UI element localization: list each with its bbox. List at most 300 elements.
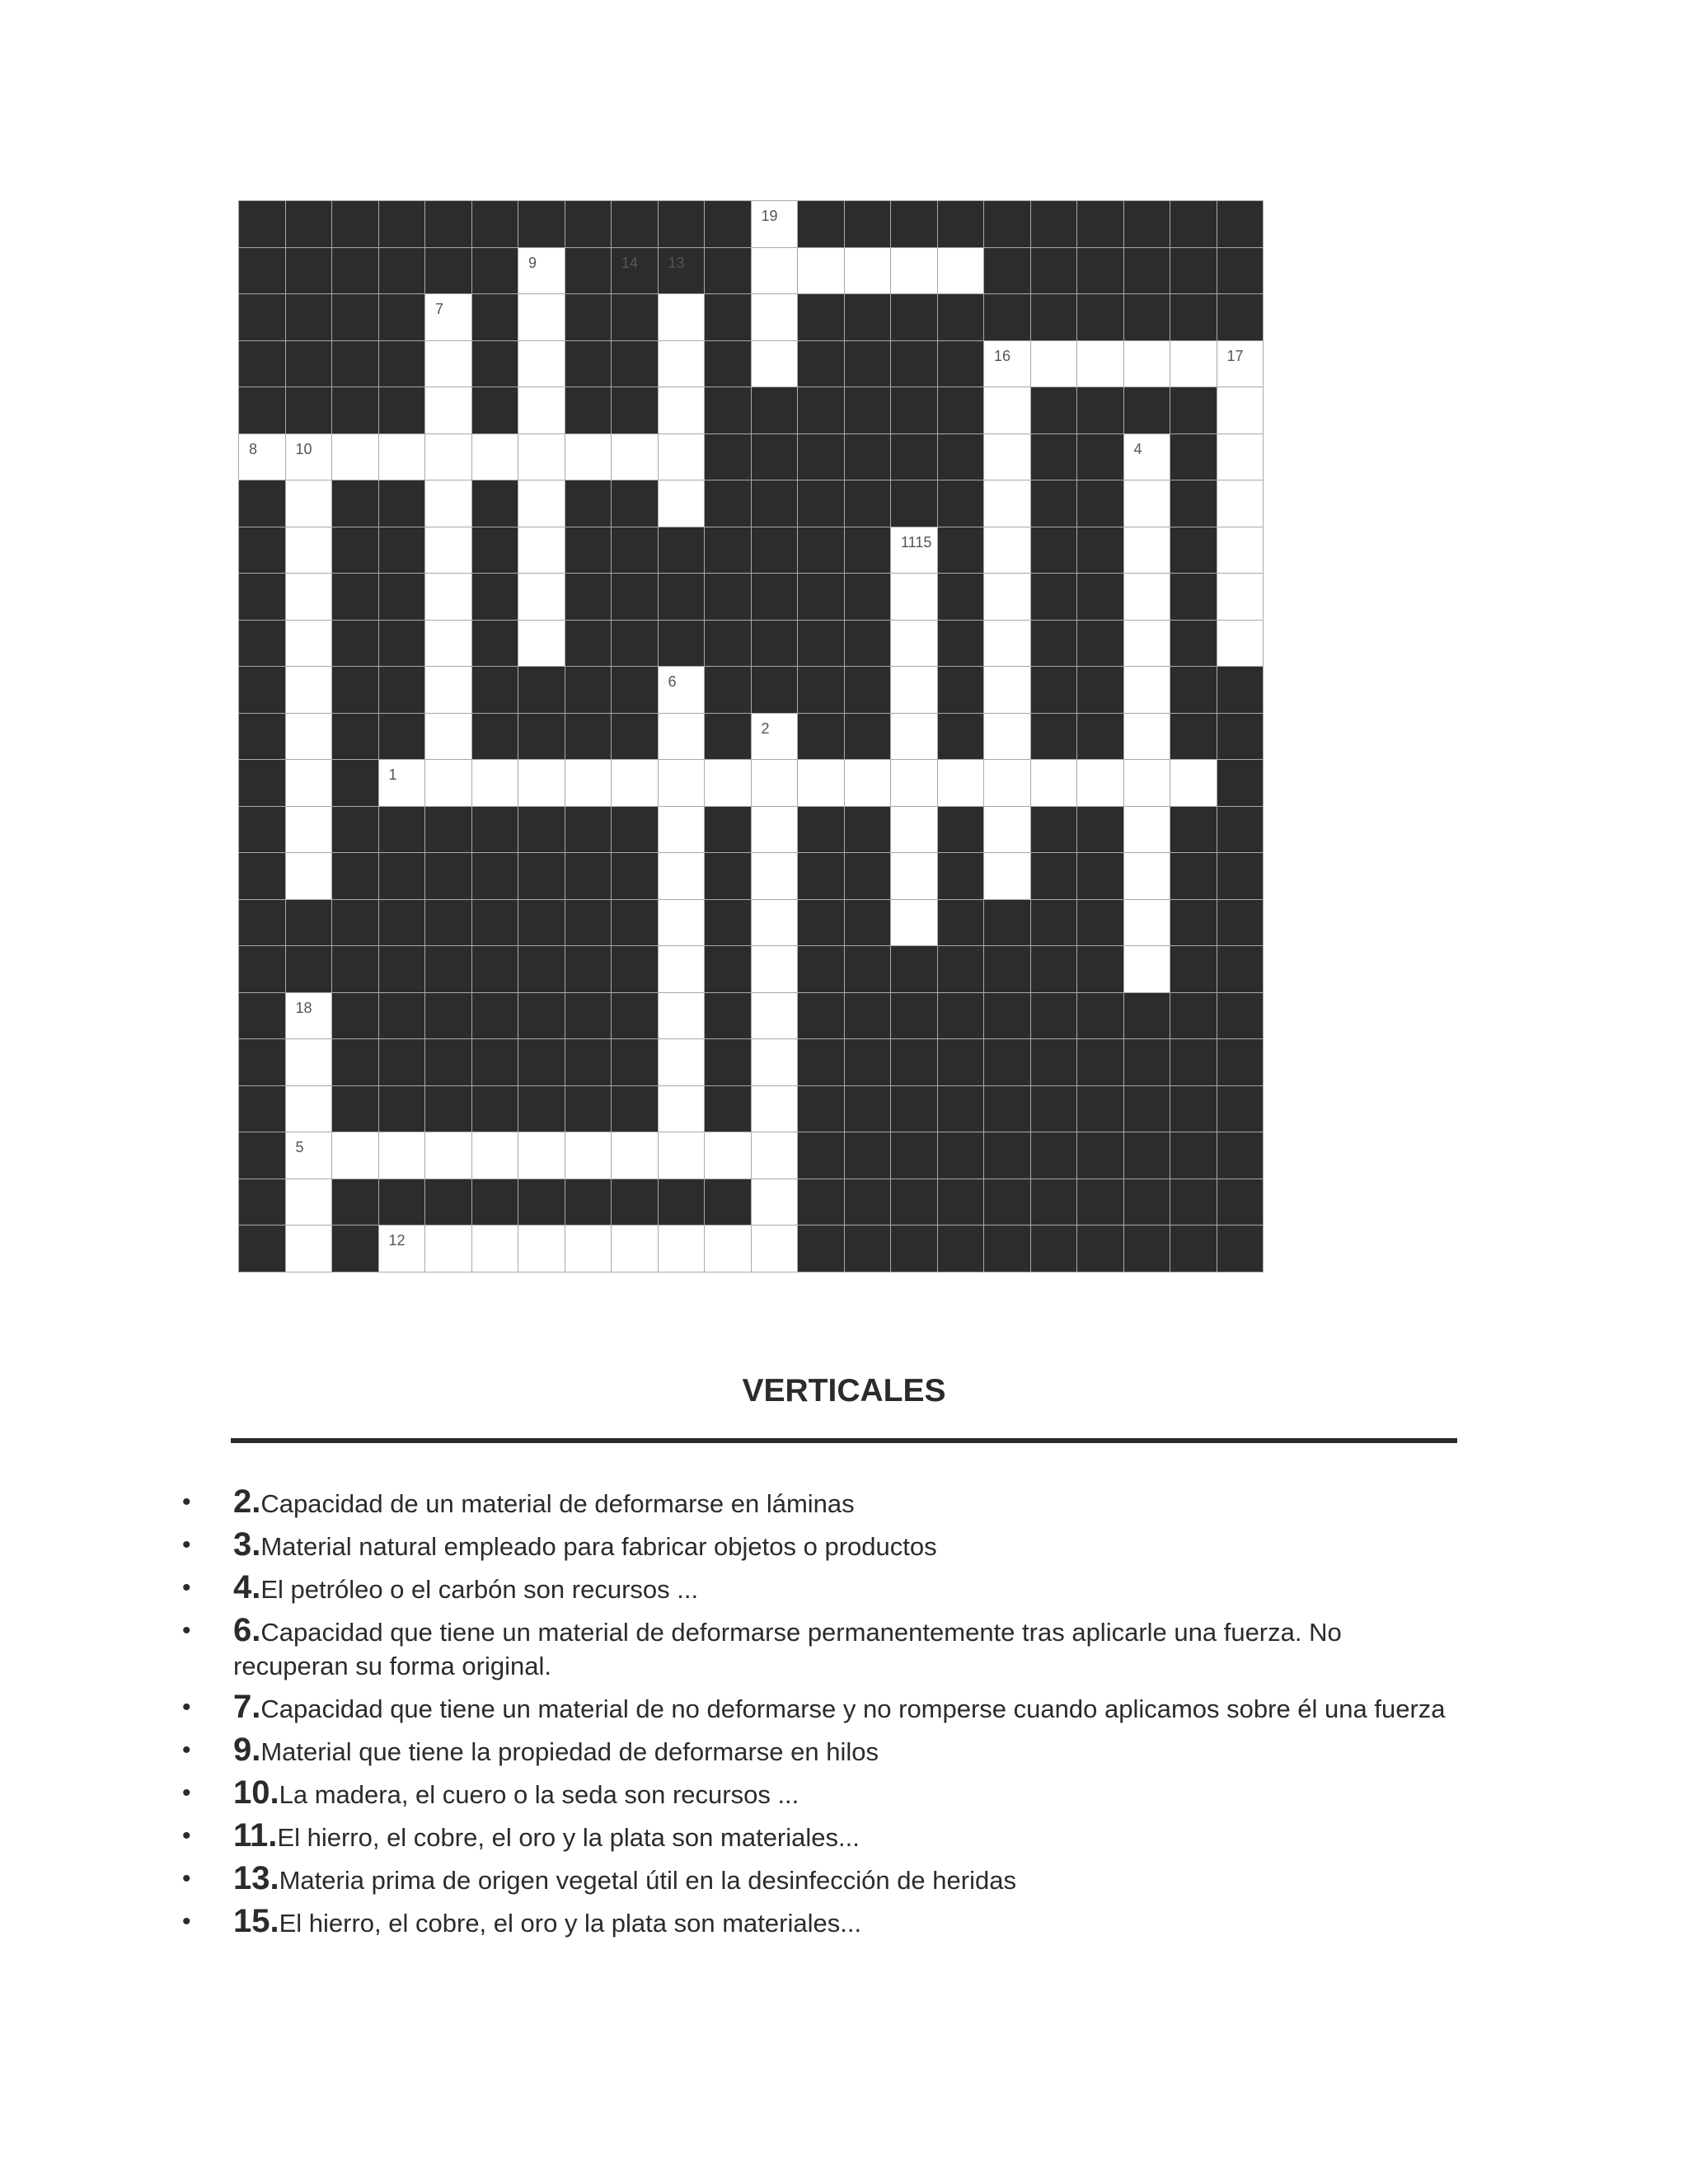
- crossword-cell-white[interactable]: [983, 620, 1031, 668]
- crossword-cell-white[interactable]: [1217, 620, 1264, 668]
- crossword-cell-white[interactable]: [844, 247, 892, 295]
- crossword-cell-black: [1076, 293, 1124, 341]
- crossword-cell-black: [238, 1179, 286, 1226]
- crossword-cell-white[interactable]: [751, 945, 799, 993]
- crossword-cell-black: [565, 992, 612, 1040]
- crossword-cell-black: [424, 945, 472, 993]
- crossword-cell-white[interactable]: [890, 666, 938, 714]
- crossword-cell-black: [844, 1132, 892, 1179]
- crossword-cell-black: [611, 666, 659, 714]
- crossword-cell-white[interactable]: [518, 434, 565, 481]
- crossword-cell-black: [983, 1225, 1031, 1272]
- crossword-cell-white[interactable]: [890, 806, 938, 854]
- crossword-cell-black: [471, 992, 519, 1040]
- crossword-clue-number: 9: [528, 254, 537, 271]
- crossword-cell-black: [704, 1038, 752, 1086]
- crossword-cell-white[interactable]: [983, 713, 1031, 761]
- crossword-cell-white[interactable]: [565, 1132, 612, 1179]
- crossword-cell-white[interactable]: [751, 1085, 799, 1133]
- crossword-cell-black: [1170, 573, 1217, 621]
- crossword-cell-black: [1076, 806, 1124, 854]
- crossword-cell-white[interactable]: [285, 1132, 333, 1179]
- crossword-cell-white[interactable]: [285, 573, 333, 621]
- crossword-cell-black: [1170, 1132, 1217, 1179]
- crossword-cell-black: [331, 387, 379, 434]
- crossword-cell-black: [378, 666, 426, 714]
- crossword-cell-white[interactable]: [285, 1179, 333, 1226]
- crossword-cell-black: [238, 666, 286, 714]
- crossword-cell-white[interactable]: [983, 387, 1031, 434]
- crossword-cell-black: [378, 806, 426, 854]
- crossword-cell-black: [331, 573, 379, 621]
- crossword-cell-white[interactable]: [890, 852, 938, 900]
- crossword-cell-black: [285, 945, 333, 993]
- crossword-cell-white[interactable]: [983, 340, 1031, 388]
- crossword-cell-black: [424, 806, 472, 854]
- crossword-cell-white[interactable]: [704, 1225, 752, 1272]
- crossword-cell-white[interactable]: [1123, 806, 1171, 854]
- crossword-cell-white[interactable]: [285, 713, 333, 761]
- crossword-cell-white[interactable]: [1217, 387, 1264, 434]
- crossword-cell-black: [611, 293, 659, 341]
- crossword-cell-black: [844, 852, 892, 900]
- crossword-cell-white[interactable]: [658, 340, 706, 388]
- crossword-cell-white[interactable]: [658, 806, 706, 854]
- crossword-cell-white[interactable]: [751, 992, 799, 1040]
- crossword-cell-white[interactable]: [751, 713, 799, 761]
- crossword-cell-white[interactable]: [890, 713, 938, 761]
- crossword-cell-white[interactable]: [658, 434, 706, 481]
- crossword-cell-black: [1076, 713, 1124, 761]
- crossword-cell-black: [937, 434, 985, 481]
- clue-number: 3.: [233, 1526, 261, 1563]
- crossword-cell-black: [704, 945, 752, 993]
- crossword-cell-white[interactable]: [704, 1132, 752, 1179]
- crossword-cell-black: [1217, 1038, 1264, 1086]
- crossword-cell-black: [1123, 1225, 1171, 1272]
- crossword-cell-white[interactable]: [611, 1132, 659, 1179]
- crossword-cell-black: [378, 992, 426, 1040]
- crossword-cell-black: [890, 293, 938, 341]
- crossword-cell-white[interactable]: [658, 480, 706, 527]
- crossword-cell-white[interactable]: [937, 759, 985, 807]
- crossword-cell-white[interactable]: [518, 247, 565, 295]
- crossword-cell-white[interactable]: [751, 1038, 799, 1086]
- crossword-cell-white[interactable]: [1217, 573, 1264, 621]
- crossword-cell-white[interactable]: [1076, 340, 1124, 388]
- crossword-cell-white[interactable]: [1123, 340, 1171, 388]
- crossword-cell-white[interactable]: [611, 1225, 659, 1272]
- crossword-cell-white[interactable]: [1123, 899, 1171, 947]
- crossword-cell-black: [1076, 1085, 1124, 1133]
- crossword-cell-black: [471, 1038, 519, 1086]
- crossword-cell-black: [937, 1038, 985, 1086]
- crossword-cell-black: [611, 992, 659, 1040]
- crossword-clue-number: 1115: [901, 533, 932, 551]
- crossword-cell-black: [937, 806, 985, 854]
- crossword-cell-black: [704, 387, 752, 434]
- crossword-cell-white[interactable]: [751, 1179, 799, 1226]
- crossword-cell-white[interactable]: [751, 1132, 799, 1179]
- crossword-cell-white[interactable]: [331, 1132, 379, 1179]
- crossword-cell-white[interactable]: [285, 759, 333, 807]
- crossword-cell-black: [704, 200, 752, 248]
- crossword-cell-white[interactable]: [751, 759, 799, 807]
- crossword-clue-number: 16: [994, 347, 1011, 364]
- crossword-cell-black: [937, 387, 985, 434]
- crossword-cell-black: [611, 527, 659, 574]
- crossword-cell-black: [704, 620, 752, 668]
- crossword-cell-black: [565, 713, 612, 761]
- crossword-cell-white[interactable]: [285, 806, 333, 854]
- crossword-cell-white[interactable]: [983, 852, 1031, 900]
- crossword-cell-white[interactable]: [285, 620, 333, 668]
- crossword-cell-white[interactable]: [378, 1132, 426, 1179]
- crossword-cell-white[interactable]: [424, 340, 472, 388]
- crossword-cell-white[interactable]: [518, 480, 565, 527]
- crossword-cell-white[interactable]: [1217, 527, 1264, 574]
- crossword-clue-number: 18: [295, 999, 312, 1016]
- crossword-cell-black: [331, 899, 379, 947]
- crossword-cell-black: [565, 527, 612, 574]
- crossword-clue-number: 17: [1226, 347, 1244, 364]
- crossword-cell-white[interactable]: [983, 527, 1031, 574]
- crossword-cell-white[interactable]: [424, 713, 472, 761]
- crossword-cell-black: [1217, 806, 1264, 854]
- crossword-cell-white[interactable]: [751, 899, 799, 947]
- crossword-cell-white[interactable]: [1170, 340, 1217, 388]
- crossword-cell-black: [424, 247, 472, 295]
- crossword-cell-black: [890, 200, 938, 248]
- clue-text: El petróleo o el carbón son recursos ...: [260, 1575, 699, 1604]
- crossword-cell-black: [797, 1225, 845, 1272]
- crossword-cell-black: [471, 527, 519, 574]
- crossword-cell-white[interactable]: [890, 247, 938, 295]
- crossword-cell-white[interactable]: [1170, 759, 1217, 807]
- crossword-cell-white[interactable]: [1123, 852, 1171, 900]
- crossword-cell-white[interactable]: [1123, 527, 1171, 574]
- crossword-cell-white[interactable]: [471, 1132, 519, 1179]
- crossword-cell-white[interactable]: [424, 1225, 472, 1272]
- crossword-cell-white[interactable]: [285, 1225, 333, 1272]
- crossword-cell-black: [797, 852, 845, 900]
- crossword-cell-white[interactable]: [658, 992, 706, 1040]
- crossword-cell-white[interactable]: [983, 666, 1031, 714]
- crossword-cell-black: [1030, 945, 1078, 993]
- crossword-cell-black: [704, 806, 752, 854]
- crossword-cell-white[interactable]: [658, 1132, 706, 1179]
- crossword-cell-white[interactable]: [518, 340, 565, 388]
- crossword-cell-white[interactable]: [658, 945, 706, 993]
- crossword-cell-white[interactable]: [983, 759, 1031, 807]
- clue-number: 9.: [233, 1732, 261, 1768]
- crossword-cell-white[interactable]: [285, 480, 333, 527]
- crossword-cell-white[interactable]: [518, 620, 565, 668]
- crossword-cell-black: [1076, 434, 1124, 481]
- crossword-cell-white[interactable]: [797, 247, 845, 295]
- crossword-cell-black: [238, 480, 286, 527]
- crossword-cell-white[interactable]: [983, 573, 1031, 621]
- crossword-cell-white[interactable]: [378, 759, 426, 807]
- crossword-cell-black: [518, 899, 565, 947]
- crossword-cell-white[interactable]: [1123, 666, 1171, 714]
- crossword-cell-white[interactable]: [424, 620, 472, 668]
- crossword-cell-black: [471, 387, 519, 434]
- crossword-cell-black: [424, 992, 472, 1040]
- crossword-cell-black: [937, 1132, 985, 1179]
- crossword-cell-black: [331, 945, 379, 993]
- crossword-cell-black: [611, 200, 659, 248]
- clue-text: Material que tiene la propiedad de deformarse en hilos: [260, 1737, 879, 1766]
- crossword-cell-black: [658, 1179, 706, 1226]
- crossword-cell-white[interactable]: [658, 759, 706, 807]
- crossword-cell-white[interactable]: [518, 293, 565, 341]
- crossword-cell-black: [844, 434, 892, 481]
- crossword-cell-white[interactable]: [1123, 713, 1171, 761]
- crossword-cell-black: [983, 247, 1031, 295]
- crossword-cell-black: [1217, 1225, 1264, 1272]
- crossword-cell-black: [611, 899, 659, 947]
- crossword-cell-white[interactable]: [658, 387, 706, 434]
- crossword-cell-white[interactable]: [890, 759, 938, 807]
- crossword-cell-white[interactable]: [1217, 340, 1264, 388]
- crossword-cell-black: [1076, 527, 1124, 574]
- crossword-cell-white[interactable]: [704, 759, 752, 807]
- crossword-cell-black: [1217, 200, 1264, 248]
- crossword-cell-white[interactable]: [285, 1085, 333, 1133]
- crossword-cell-white[interactable]: [890, 527, 938, 574]
- crossword-cell-white[interactable]: [424, 434, 472, 481]
- crossword-cell-black: [1030, 992, 1078, 1040]
- crossword-cell-white[interactable]: [378, 1225, 426, 1272]
- crossword-cell-black: [1123, 992, 1171, 1040]
- crossword-cell-black: [1030, 247, 1078, 295]
- crossword-cell-black: [983, 1132, 1031, 1179]
- crossword-cell-white[interactable]: [890, 620, 938, 668]
- crossword-cell-black: [1170, 1179, 1217, 1226]
- clue-list: [233, 1485, 1453, 1947]
- crossword-cell-white[interactable]: [658, 713, 706, 761]
- crossword-cell-white[interactable]: [424, 387, 472, 434]
- crossword-cell-black: [1170, 200, 1217, 248]
- crossword-cell-black: [331, 713, 379, 761]
- crossword-cell-white[interactable]: [751, 200, 799, 248]
- crossword-cell-white[interactable]: [983, 480, 1031, 527]
- crossword-cell-black: [797, 899, 845, 947]
- crossword-cell-white[interactable]: [1123, 480, 1171, 527]
- crossword-cell-black: [1076, 573, 1124, 621]
- crossword-cell-black: [844, 387, 892, 434]
- crossword-cell-white[interactable]: [1030, 759, 1078, 807]
- crossword-cell-black: [890, 1085, 938, 1133]
- crossword-cell-white[interactable]: [658, 899, 706, 947]
- crossword-cell-white[interactable]: [751, 806, 799, 854]
- crossword-cell-black: [238, 899, 286, 947]
- crossword-cell-white[interactable]: [751, 852, 799, 900]
- crossword-cell-white[interactable]: [658, 1038, 706, 1086]
- crossword-cell-white[interactable]: [1123, 620, 1171, 668]
- crossword-cell-white[interactable]: [983, 434, 1031, 481]
- crossword-cell-white[interactable]: [471, 434, 519, 481]
- crossword-cell-white[interactable]: [1123, 945, 1171, 993]
- crossword-cell-black: [937, 713, 985, 761]
- crossword-clue-number: 8: [249, 440, 258, 457]
- crossword-cell-black: [378, 945, 426, 993]
- crossword-cell-black: [844, 293, 892, 341]
- crossword-cell-black: [937, 620, 985, 668]
- crossword-cell-white[interactable]: [1123, 759, 1171, 807]
- crossword-cell-white[interactable]: [565, 759, 612, 807]
- crossword-cell-black: [424, 1038, 472, 1086]
- crossword-cell-black: [1170, 247, 1217, 295]
- crossword-cell-black: [331, 1085, 379, 1133]
- crossword-cell-white[interactable]: [518, 573, 565, 621]
- crossword-cell-white[interactable]: [658, 1085, 706, 1133]
- crossword-cell-black: [890, 480, 938, 527]
- crossword-cell-white[interactable]: [844, 759, 892, 807]
- crossword-cell-white[interactable]: [424, 480, 472, 527]
- crossword-cell-white[interactable]: [1217, 434, 1264, 481]
- crossword-cell-black: [844, 992, 892, 1040]
- clue-item: [233, 1862, 1453, 1897]
- crossword-cell-black: [1170, 620, 1217, 668]
- crossword-cell-black: [1217, 713, 1264, 761]
- crossword-cell-black: [565, 620, 612, 668]
- crossword-cell-white[interactable]: [518, 1132, 565, 1179]
- crossword-cell-white[interactable]: [1076, 759, 1124, 807]
- crossword-cell-white[interactable]: [1217, 480, 1264, 527]
- crossword-cell-white[interactable]: [285, 527, 333, 574]
- crossword-cell-black: [611, 340, 659, 388]
- crossword-cell-black: [1170, 527, 1217, 574]
- crossword-cell-white[interactable]: [658, 666, 706, 714]
- crossword-cell-white[interactable]: [658, 852, 706, 900]
- crossword-cell-white[interactable]: [471, 1225, 519, 1272]
- crossword-cell-white[interactable]: [937, 247, 985, 295]
- crossword-cell-black: [518, 1038, 565, 1086]
- crossword-cell-white[interactable]: [890, 899, 938, 947]
- crossword-cell-white[interactable]: [751, 1225, 799, 1272]
- crossword-cell-white[interactable]: [424, 573, 472, 621]
- crossword-cell-white[interactable]: [751, 293, 799, 341]
- crossword-cell-black: [751, 480, 799, 527]
- crossword-cell-white[interactable]: [1123, 573, 1171, 621]
- crossword-cell-white[interactable]: [471, 759, 519, 807]
- crossword-cell-black: [937, 852, 985, 900]
- crossword-cell-black: [937, 666, 985, 714]
- crossword-cell-white[interactable]: [285, 1038, 333, 1086]
- crossword-cell-white[interactable]: [658, 1225, 706, 1272]
- crossword-cell-white[interactable]: [518, 759, 565, 807]
- crossword-cell-black: [331, 1179, 379, 1226]
- crossword-cell-white[interactable]: [518, 387, 565, 434]
- crossword-cell-white[interactable]: [285, 434, 333, 481]
- crossword-cell-black: [424, 852, 472, 900]
- crossword-cell-white[interactable]: [751, 247, 799, 295]
- crossword-cell-black: [1123, 1038, 1171, 1086]
- crossword-clue-number: 14: [621, 254, 639, 271]
- crossword-cell-black: [238, 620, 286, 668]
- crossword-cell-black: [565, 247, 612, 295]
- crossword-cell-black: [565, 852, 612, 900]
- crossword-cell-white[interactable]: [285, 992, 333, 1040]
- crossword-cell-black: [565, 480, 612, 527]
- crossword-cell-black: [704, 573, 752, 621]
- crossword-cell-black: [331, 759, 379, 807]
- crossword-cell-white[interactable]: [424, 759, 472, 807]
- crossword-cell-white[interactable]: [890, 573, 938, 621]
- crossword-cell-white[interactable]: [424, 293, 472, 341]
- crossword-cell-black: [1030, 387, 1078, 434]
- crossword-cell-white[interactable]: [611, 759, 659, 807]
- crossword-cell-white[interactable]: [424, 527, 472, 574]
- crossword-cell-black: [331, 293, 379, 341]
- crossword-cell-white[interactable]: [797, 759, 845, 807]
- crossword-cell-black: [1170, 992, 1217, 1040]
- crossword-cell-black: [238, 806, 286, 854]
- crossword-cell-black: [331, 992, 379, 1040]
- crossword-cell-black: [1170, 480, 1217, 527]
- crossword-cell-black: [611, 713, 659, 761]
- crossword-cell-black: [751, 527, 799, 574]
- crossword-cell-black: [704, 666, 752, 714]
- crossword-cell-black: [238, 1225, 286, 1272]
- crossword-cell-black: [518, 806, 565, 854]
- crossword-cell-black: [937, 293, 985, 341]
- crossword-cell-white[interactable]: [518, 527, 565, 574]
- crossword-cell-black: [1217, 945, 1264, 993]
- crossword-cell-black: [1076, 247, 1124, 295]
- crossword-cell-white[interactable]: [565, 1225, 612, 1272]
- crossword-cell-black: [844, 806, 892, 854]
- crossword-clue-number: 19: [761, 208, 778, 224]
- crossword-cell-black: [1030, 480, 1078, 527]
- crossword-cell-white[interactable]: [424, 666, 472, 714]
- crossword-cell-black: [238, 945, 286, 993]
- crossword-cell-white[interactable]: [565, 434, 612, 481]
- crossword-cell-black: [751, 620, 799, 668]
- crossword-cell-white[interactable]: [331, 434, 379, 481]
- crossword-cell-white[interactable]: [983, 806, 1031, 854]
- crossword-cell-white[interactable]: [518, 1225, 565, 1272]
- crossword-cell-white[interactable]: [285, 666, 333, 714]
- crossword-cell-white[interactable]: [378, 434, 426, 481]
- crossword-clue-number: 10: [295, 440, 312, 457]
- crossword-cell-black: [611, 480, 659, 527]
- crossword-cell-white[interactable]: [658, 293, 706, 341]
- crossword-cell-black: [1123, 1179, 1171, 1226]
- crossword-cell-black: [238, 387, 286, 434]
- crossword-cell-white[interactable]: [285, 852, 333, 900]
- crossword-cell-black: [1030, 1225, 1078, 1272]
- crossword-cell-black: [1217, 852, 1264, 900]
- crossword-cell-black: [1217, 899, 1264, 947]
- crossword-cell-white[interactable]: [751, 340, 799, 388]
- crossword-cell-black: [797, 806, 845, 854]
- crossword-cell-black: [704, 1179, 752, 1226]
- crossword-cell-white[interactable]: [424, 1132, 472, 1179]
- crossword-cell-black: [611, 1179, 659, 1226]
- crossword-cell-black: [1123, 200, 1171, 248]
- crossword-cell-white[interactable]: [1030, 340, 1078, 388]
- crossword-cell-white[interactable]: [611, 434, 659, 481]
- crossword-cell-black: [471, 945, 519, 993]
- crossword-cell-black: [565, 200, 612, 248]
- crossword-cell-white[interactable]: [1123, 434, 1171, 481]
- crossword-cell-black: [331, 480, 379, 527]
- crossword-cell-white[interactable]: [238, 434, 286, 481]
- crossword-cell-black: [238, 527, 286, 574]
